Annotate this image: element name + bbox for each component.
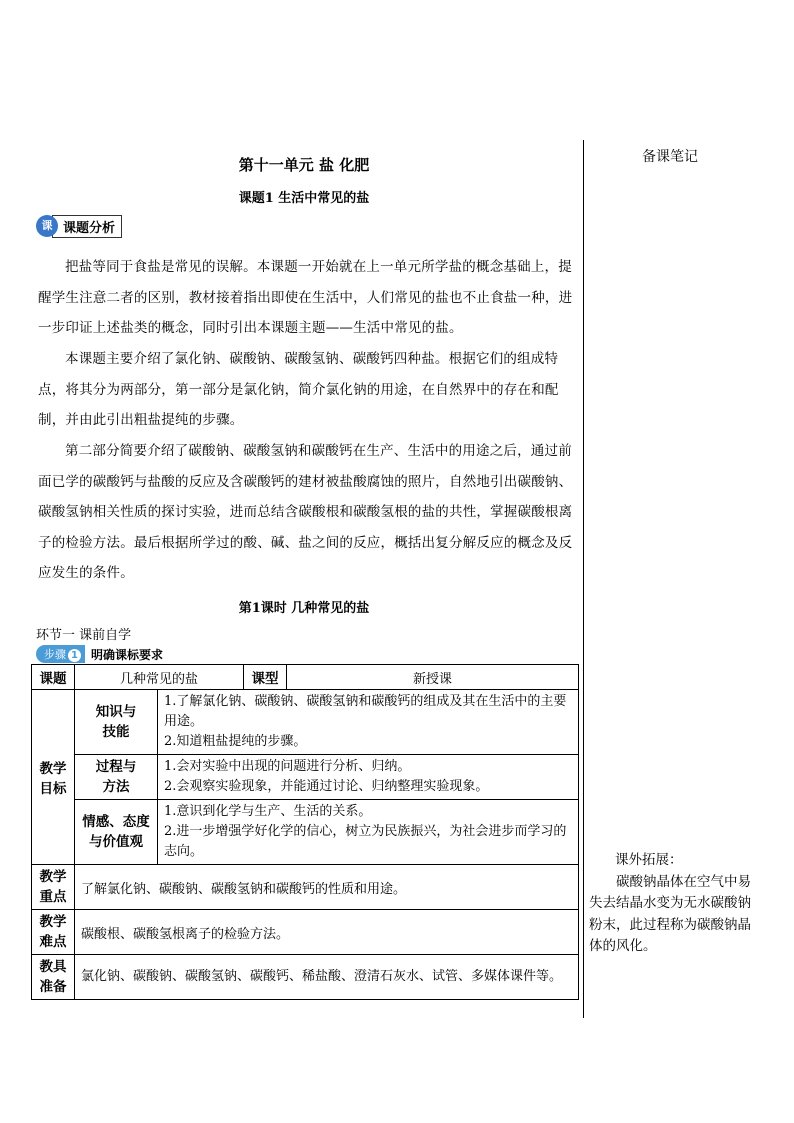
table-row — [32, 955, 579, 1000]
table-row — [32, 665, 579, 690]
key-points-header: 教学 重点 — [32, 865, 75, 910]
analysis-paragraph-2: 本课题主要介绍了氯化钠、碳酸钠、碳酸氢钠、碳酸钙四种盐。根据它们的组成特点，将其分为两部分，第一部分是氯化钠，简介氯化钠的用途，在自然界中的存在和配制，并由此引出粗盐提纯的步骤。 — [38, 351, 559, 428]
goal-process-text: 1.会对实验中出现的问题进行分析、归纳。 2.会观察实验现象，并能通过讨论、归纳整理实验现象。 — [158, 755, 579, 800]
step-pill — [36, 645, 85, 663]
difficulty-header: 教学 难点 — [32, 910, 75, 955]
table-row — [32, 910, 579, 955]
key-points-value: 了解氯化钠、碳酸钠、碳酸氢钠和碳酸钙的性质和用途。 — [75, 865, 579, 910]
goal-category-attitude: 情感、态度 与价值观 — [75, 800, 158, 865]
difficulty-value: 碳酸根、碳酸氢根离子的检验方法。 — [75, 910, 579, 955]
goal-category-process: 过程与 方法 — [75, 755, 158, 800]
analysis-badge — [36, 215, 122, 237]
topic-value: 几种常见的盐 — [75, 665, 244, 690]
goal-attitude-text: 1.意识到化学与生产、生活的关系。 2.进一步增强学好化学的信心，树立为民族振兴，为社会进步而学习的志向。 — [158, 800, 579, 865]
type-value: 新授课 — [287, 665, 579, 690]
step-heading — [36, 645, 163, 663]
extension-note — [589, 850, 761, 958]
extension-text: 碳酸钠晶体在空气中易失去结晶水变为无水碳酸钠粉末，此过程称为碳酸钠晶体的风化。 — [589, 873, 751, 954]
goal-knowledge-text: 1.了解氯化钠、碳酸钠、碳酸氢钠和碳酸钙的组成及其在生活中的主要用途。 2.知道粗盐提纯的步骤。 — [158, 690, 579, 755]
step-pill-label: 步骤 — [44, 648, 66, 661]
tools-value: 氯化钠、碳酸钠、碳酸氢钠、碳酸钙、稀盐酸、澄清石灰水、试管、多媒体课件等。 — [75, 955, 579, 1000]
notes-column-title: 备课笔记 — [642, 149, 698, 165]
analysis-badge-label: 课题分析 — [52, 215, 122, 238]
type-header: 课型 — [244, 665, 287, 690]
table-row — [32, 755, 579, 800]
table-row — [32, 865, 579, 910]
topic-header: 课题 — [32, 665, 75, 690]
lesson-plan-table — [31, 664, 579, 1000]
unit-title: 第十一单元 盐 化肥 — [238, 156, 370, 174]
tools-header: 教具 准备 — [32, 955, 75, 1000]
step-number: 1 — [68, 649, 81, 662]
margin-divider — [583, 140, 584, 1018]
step-title: 明确课标要求 — [91, 647, 164, 662]
goals-header: 教学 目标 — [32, 690, 75, 865]
topic-title: 课题1 生活中常见的盐 — [238, 191, 370, 206]
extension-label: 课外拓展： — [615, 852, 683, 868]
analysis-paragraph-3: 第二部分简要介绍了碳酸钠、碳酸氢钠和碳酸钙在生产、生活中的用途之后，通过前面已学的碳酸钙与盐酸的反应及含碳酸钙的建材被盐酸腐蚀的照片，自然地引出碳酸钠、碳酸氢钠相关性质的探讨实验，进而总结含碳酸根和碳酸氢根的盐的共性，掌握碳酸根离子的检验方法。最后根据所学过的酸、碱、盐之间的反应，概括出复分解反应的概念及反应发生的条件。 — [38, 443, 573, 581]
stage-label: 环节一 课前自学 — [36, 628, 132, 643]
clock-icon: 课 — [36, 215, 58, 237]
analysis-paragraph-1: 把盐等同于食盐是常见的误解。本课题一开始就在上一单元所学盐的概念基础上，提醒学生注意二者的区别，教材接着指出即使在生活中，人们常见的盐也不止食盐一种，进一步印证上述盐类的概念，同时引出本课题主题——生活中常见的盐。 — [38, 259, 573, 336]
table-row — [32, 690, 579, 755]
table-row — [32, 800, 579, 865]
goal-category-knowledge: 知识与 技能 — [75, 690, 158, 755]
lesson-title: 第1课时 几种常见的盐 — [238, 601, 370, 616]
